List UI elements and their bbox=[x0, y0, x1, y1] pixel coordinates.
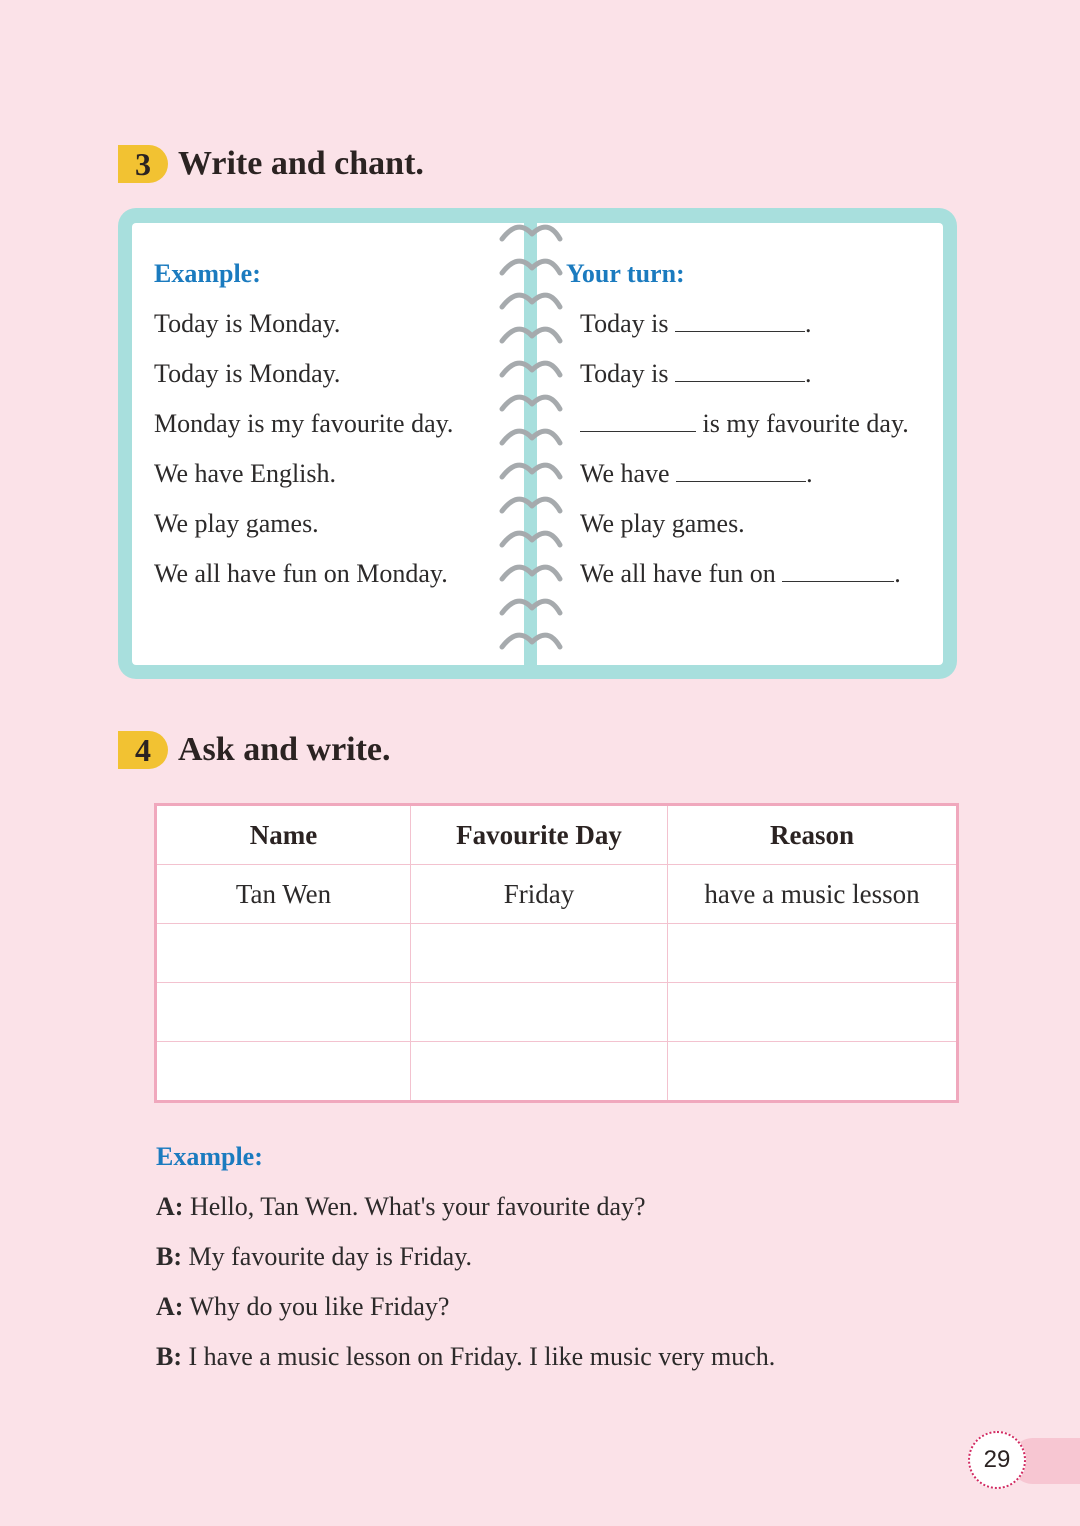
speaker-label: A: bbox=[156, 1192, 184, 1221]
table-row bbox=[156, 924, 958, 983]
table-row bbox=[156, 865, 958, 924]
period: . bbox=[894, 559, 901, 588]
dialog-line bbox=[156, 1282, 775, 1332]
example-line: We play games. bbox=[154, 509, 319, 538]
section-number-badge: 3 bbox=[118, 145, 168, 183]
section-3-title bbox=[118, 145, 424, 183]
section-title-text: Ask and write. bbox=[178, 731, 391, 768]
line-text: Today is bbox=[580, 309, 669, 338]
column-header-reason: Reason bbox=[668, 805, 958, 865]
table-cell: Tan Wen bbox=[156, 865, 411, 924]
example-line: Today is Monday. bbox=[154, 359, 341, 388]
dialog-text: Hello, Tan Wen. What's your favourite day? bbox=[189, 1192, 646, 1221]
example-dialog bbox=[156, 1132, 775, 1382]
table-header-row bbox=[156, 805, 958, 865]
example-line: We have English. bbox=[154, 459, 337, 488]
example-chant bbox=[154, 249, 453, 599]
dialog-line bbox=[156, 1182, 775, 1232]
table-cell[interactable] bbox=[411, 924, 668, 983]
example-line: Monday is my favourite day. bbox=[154, 409, 454, 438]
your-turn-line bbox=[566, 449, 909, 499]
dialog-text: Why do you like Friday? bbox=[189, 1292, 450, 1321]
your-turn-line bbox=[566, 299, 909, 349]
fill-in-blank[interactable] bbox=[675, 309, 805, 332]
section-4-title bbox=[118, 731, 391, 769]
table-cell: Friday bbox=[411, 865, 668, 924]
dialog-text: I have a music lesson on Friday. I like music very much. bbox=[188, 1342, 776, 1371]
spiral-binding-icon bbox=[498, 220, 568, 670]
speaker-label: B: bbox=[156, 1342, 182, 1371]
fill-in-blank[interactable] bbox=[782, 559, 894, 582]
example-heading: Example: bbox=[154, 259, 261, 288]
period: . bbox=[804, 359, 812, 388]
table-cell[interactable] bbox=[156, 924, 411, 983]
your-turn-line bbox=[566, 349, 909, 399]
dialog-line bbox=[156, 1232, 775, 1282]
table-row bbox=[156, 1042, 958, 1102]
line-text: We all have fun on bbox=[580, 559, 776, 588]
your-turn-line: We play games. bbox=[580, 509, 745, 538]
table-cell[interactable] bbox=[411, 1042, 668, 1102]
section-title-text: Write and chant. bbox=[178, 145, 424, 182]
page-number: 29 bbox=[968, 1431, 1026, 1489]
line-text: Today is bbox=[580, 359, 669, 388]
dialog-text: My favourite day is Friday. bbox=[188, 1242, 473, 1271]
table-cell: have a music lesson bbox=[668, 865, 958, 924]
speaker-label: B: bbox=[156, 1242, 182, 1271]
example-line: We all have fun on Monday. bbox=[154, 559, 448, 588]
dialog-example-heading: Example: bbox=[156, 1142, 263, 1171]
your-turn-heading: Your turn: bbox=[566, 259, 685, 288]
line-text: is my favourite day. bbox=[702, 409, 909, 438]
example-line: Today is Monday. bbox=[154, 309, 341, 338]
period: . bbox=[804, 309, 812, 338]
section-number-badge: 4 bbox=[118, 731, 168, 769]
survey-table bbox=[154, 803, 959, 1103]
fill-in-blank[interactable] bbox=[580, 409, 696, 432]
table-cell[interactable] bbox=[668, 924, 958, 983]
period: . bbox=[806, 459, 813, 488]
your-turn-chant bbox=[566, 249, 909, 599]
column-header-favourite-day: Favourite Day bbox=[411, 805, 668, 865]
table-cell[interactable] bbox=[411, 983, 668, 1042]
your-turn-line bbox=[566, 399, 909, 449]
table-cell[interactable] bbox=[156, 1042, 411, 1102]
column-header-name: Name bbox=[156, 805, 411, 865]
fill-in-blank[interactable] bbox=[676, 459, 806, 482]
fill-in-blank[interactable] bbox=[675, 359, 805, 382]
table-cell[interactable] bbox=[156, 983, 411, 1042]
your-turn-line bbox=[566, 549, 909, 599]
table-cell[interactable] bbox=[668, 1042, 958, 1102]
line-text: We have bbox=[580, 459, 670, 488]
dialog-line bbox=[156, 1332, 775, 1382]
table-row bbox=[156, 983, 958, 1042]
speaker-label: A: bbox=[156, 1292, 184, 1321]
table-cell[interactable] bbox=[668, 983, 958, 1042]
